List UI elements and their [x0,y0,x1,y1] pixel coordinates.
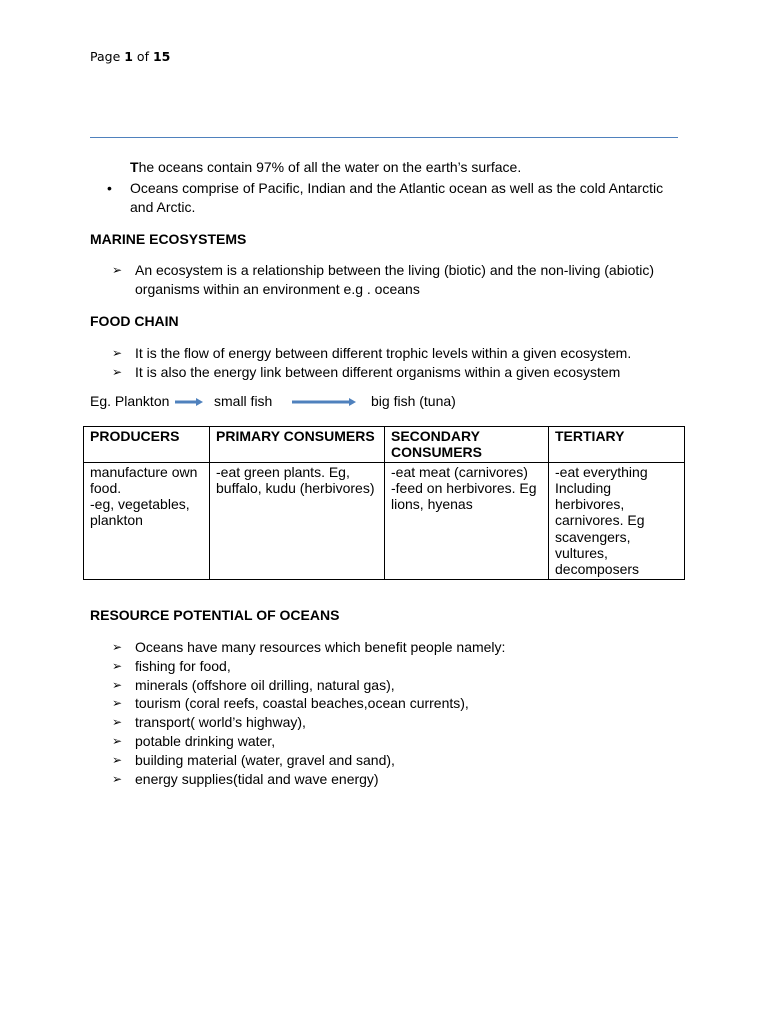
list-item [112,657,672,676]
food-chain-list [112,344,672,382]
arrow-bullet-icon: ➢ [112,263,123,277]
food-chain-heading: FOOD CHAIN [90,313,179,329]
marine-list [112,261,672,299]
resources-list [112,638,672,788]
list-item [112,732,672,751]
arrow-bullet-icon: ➢ [112,640,123,654]
table-header-cell: PRIMARY CONSUMERS [210,427,385,463]
intro-first-letter: T [130,159,139,175]
list-item [112,676,672,695]
table-header-cell: PRODUCERS [84,427,210,463]
arrow-bullet-icon: ➢ [112,752,123,767]
arrow-bullet-icon: ➢ [112,733,123,748]
list-item [112,363,672,382]
table-cell: -eat green plants. Eg, buffalo, kudu (herbivores) [210,462,385,579]
table-cell: -eat meat (carnivores) -feed on herbivores. Eg lions, hyenas [385,462,549,579]
intro-rest: he oceans contain 97% of all the water on the earth’s surface. [138,159,522,175]
arrow-bullet-icon: ➢ [112,715,123,730]
chain-start: Eg. Plankton [90,393,170,409]
list-item-text: transport( world’s highway), [135,714,306,731]
arrow-bullet-icon: ➢ [112,346,123,360]
intro-sentence [130,159,521,175]
list-item-text: fishing for food, [135,657,231,674]
table-cell: manufacture own food. -eg, vegetables, plankton [84,462,210,579]
list-item [112,344,672,363]
list-item [112,261,672,299]
arrow-bullet-icon: ➢ [112,771,123,786]
arrow-bullet-icon: ➢ [112,658,123,673]
list-item [112,713,672,732]
trophic-table [83,426,685,580]
arrow-bullet-icon: ➢ [112,696,123,711]
resources-heading: RESOURCE POTENTIAL OF OCEANS [90,607,340,623]
page-prefix: Page [90,49,125,64]
list-item-text: An ecosystem is a relationship between the living (biotic) and the non-living (abiotic) organisms within an environment e.g . oceans [135,262,655,297]
list-item-text: minerals (offshore oil drilling, natural gas), [135,676,395,693]
table-cell: -eat everything Including herbivores, carnivores. Eg scavengers, vultures, decomposers [549,462,685,579]
food-chain-example [90,393,690,413]
list-item-text: building material (water, gravel and sand), [135,751,395,768]
table-header-row [84,427,685,463]
table-row [84,462,685,579]
list-item-text: potable drinking water, [135,732,276,749]
list-item [112,694,672,713]
list-item-text: It is also the energy link between different organisms within a given ecosystem [135,363,621,380]
chain-middle: small fish [214,393,273,409]
right-arrow-icon [291,397,357,407]
list-item-text: It is the flow of energy between different trophic levels within a given ecosystem. [135,345,632,361]
list-item [112,751,672,770]
bullet-dot: • [107,180,112,196]
table-header-cell: SECONDARY CONSUMERS [385,427,549,463]
page-number [90,49,170,64]
list-item [112,638,672,657]
list-item-text: tourism (coral reefs, coastal beaches,ocean currents), [135,695,469,712]
page-total: 15 [152,49,171,64]
header-rule [90,137,678,138]
page-current: 1 [124,49,133,64]
page-middle: of [132,49,153,64]
marine-heading: MARINE ECOSYSTEMS [90,231,247,247]
list-item-text: Oceans have many resources which benefit people namely: [135,639,506,655]
list-item [112,770,672,789]
right-arrow-icon [174,397,204,407]
list-item-text: energy supplies(tidal and wave energy) [135,770,379,787]
arrow-bullet-icon: ➢ [112,364,123,379]
intro-bullet-text: Oceans comprise of Pacific, Indian and the Atlantic ocean as well as the cold Antarctic and Arctic. [130,180,664,215]
chain-end: big fish (tuna) [371,393,456,409]
arrow-bullet-icon: ➢ [112,677,123,692]
table-header-cell: TERTIARY [549,427,685,463]
